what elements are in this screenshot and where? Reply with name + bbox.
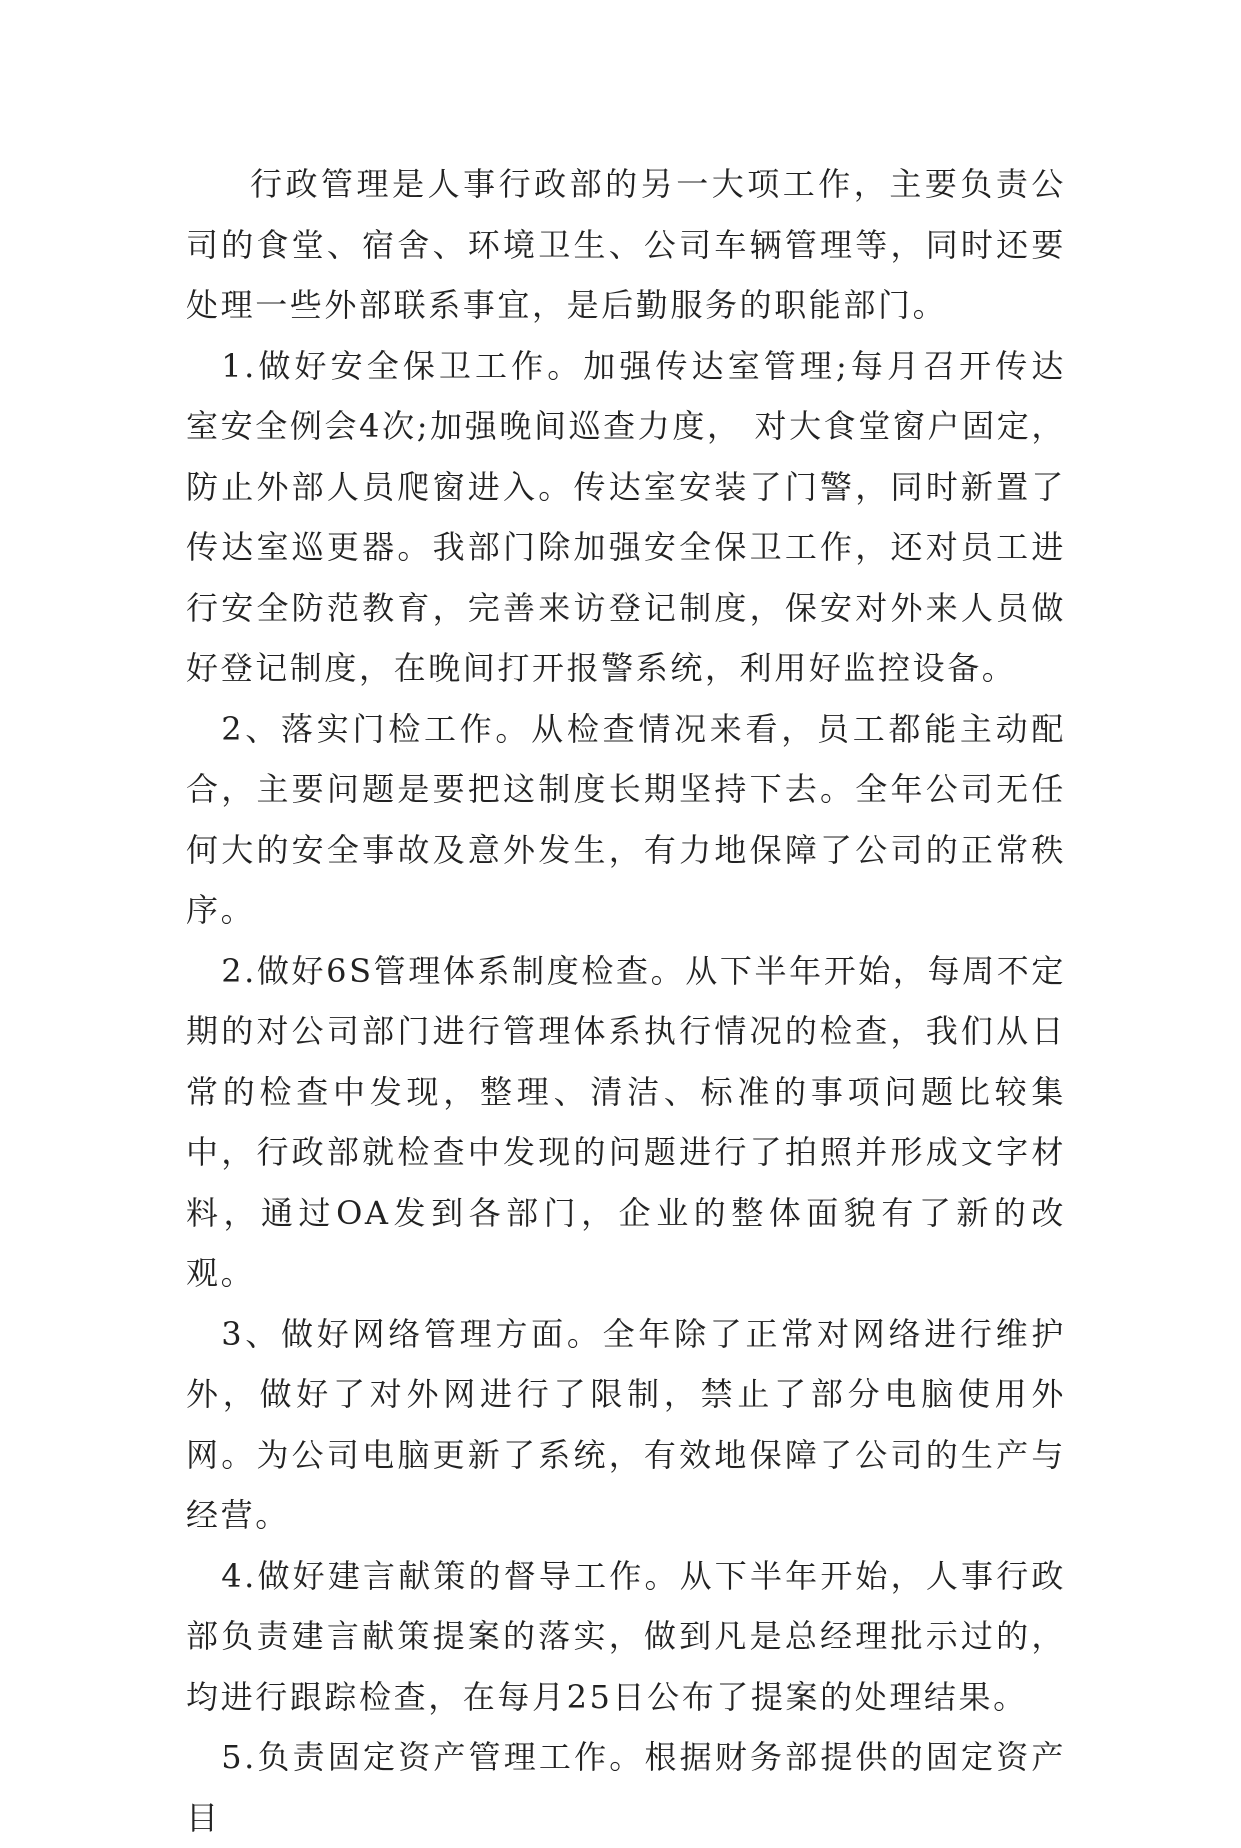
paragraph-security-work: 1.做好安全保卫工作。加强传达室管理;每月召开传达室安全例会4次;加强晚间巡查力度， 对大食堂窗户固定，防止外部人员爬窗进入。传达室安装了门警，同时新置了传达室巡更器。我部门除加强安全保卫工作，还对员工进行安全防范教育，完善来访登记制度，保安对外来人员做好登记制度，在晚间打开报警系统，利用好监控设备。 [186,346,1066,687]
paragraph-gate-inspection: 2、落实门检工作。从检查情况来看，员工都能主动配合，主要问题是要把这制度长期坚持下去。全年公司无任何大的安全事故及意外发生，有力地保障了公司的正常秩序。 [186,709,1066,929]
paragraph-suggestions-supervision: 4.做好建言献策的督导工作。从下半年开始，人事行政部负责建言献策提案的落实，做到凡是总经理批示过的，均进行跟踪检查，在每月25日公布了提案的处理结果。 [186,1556,1066,1716]
document-body [186,154,1066,1848]
paragraph-admin-overview: 行政管理是人事行政部的另一大项工作，主要负责公司的食堂、宿舍、环境卫生、公司车辆管理等，同时还要处理一些外部联系事宜，是后勤服务的职能部门。 [186,165,1066,324]
paragraph-network-management: 3、做好网络管理方面。全年除了正常对网络进行维护外，做好了对外网进行了限制，禁止了部分电脑使用外网。为公司电脑更新了系统，有效地保障了公司的生产与经营。 [186,1314,1066,1534]
paragraph-6s-inspection: 2.做好6S管理体系制度检查。从下半年开始，每周不定期的对公司部门进行管理体系执行情况的检查，我们从日常的检查中发现，整理、清洁、标准的事项问题比较集中，行政部就检查中发现的问题进行了拍照并形成文字材料，通过OA发到各部门，企业的整体面貌有了新的改观。 [186,951,1066,1292]
paragraph-fixed-assets: 5.负责固定资产管理工作。根据财务部提供的固定资产目 [186,1738,1066,1837]
